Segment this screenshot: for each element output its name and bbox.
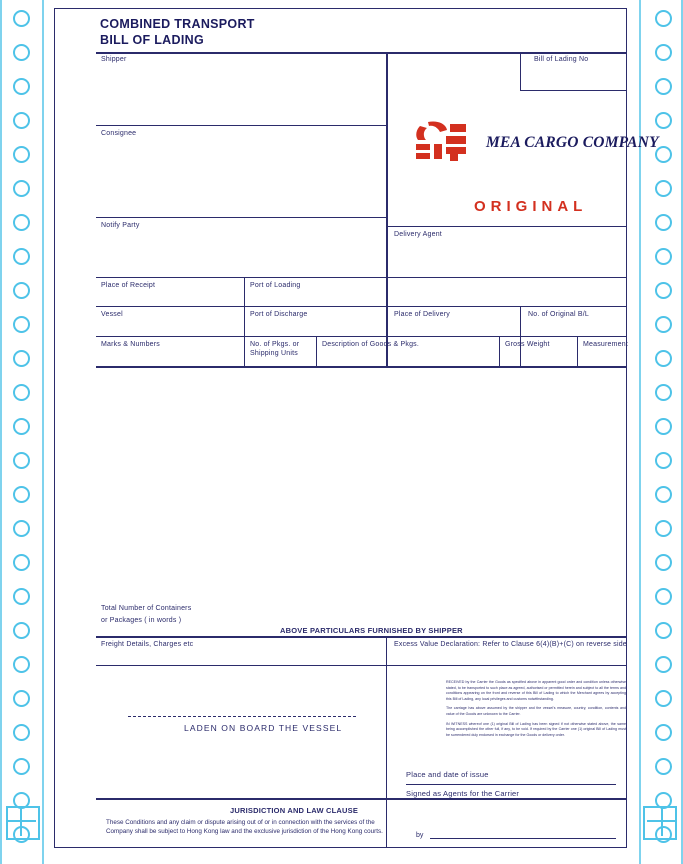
feed-hole [655, 418, 672, 435]
feed-edge-left-outer [0, 0, 2, 864]
feed-hole [13, 486, 30, 503]
rule-receipt-bottom [96, 306, 627, 307]
label-notify-party: Notify Party [101, 222, 140, 229]
label-no-of-original-bl: No. of Original B/L [528, 311, 589, 318]
label-marks-and-numbers: Marks & Numbers [101, 341, 161, 348]
laden-on-board-text: LADEN ON BOARD THE VESSEL [184, 723, 343, 733]
label-consignee: Consignee [101, 130, 137, 137]
bill-of-lading-sheet [44, 0, 659, 864]
rule-freight-top [96, 665, 627, 666]
feed-hole [13, 78, 30, 95]
laden-dashed-line [128, 716, 356, 717]
rule-col-pkgs [316, 336, 317, 366]
feed-hole [13, 418, 30, 435]
label-bill-of-lading-no: Bill of Lading No [534, 56, 589, 63]
feed-hole [13, 758, 30, 775]
feed-hole [13, 316, 30, 333]
label-total-containers-line1: Total Number of Containers [101, 605, 192, 612]
tractor-feed-right [639, 0, 683, 864]
label-measurement: Measurement [583, 341, 628, 348]
feed-hole [13, 282, 30, 299]
feed-hole [655, 384, 672, 401]
feed-hole [13, 180, 30, 197]
rule-col-discharge [386, 306, 387, 366]
carrier-clauses [446, 680, 626, 742]
feed-hole [655, 282, 672, 299]
rule-col-measurement [577, 336, 578, 366]
feed-hole [655, 486, 672, 503]
document-title-line1: COMBINED TRANSPORT [100, 17, 255, 31]
label-by: by [416, 832, 424, 839]
label-no-of-pkgs-line1: No. of Pkgs. or [250, 341, 300, 348]
rule-jurisdiction-top [96, 798, 627, 800]
rule-bl-no-left [520, 52, 521, 90]
label-delivery-agent: Delivery Agent [394, 231, 442, 238]
feed-hole [655, 452, 672, 469]
feed-hole [13, 384, 30, 401]
feed-hole [655, 588, 672, 605]
clause-witness: IN WITNESS whereof one (1) original Bill of Lading has been signed if not otherwise stated above, the same being accomplished the other full, if any, to be void. If required by the Carrier one (1) original Bill of Lading must be surrendered duly endorsed in exchange for the Goods or delivery order. [446, 721, 626, 737]
feed-hole [13, 588, 30, 605]
feed-hole [655, 44, 672, 61]
label-port-of-discharge: Port of Discharge [250, 311, 308, 318]
feed-hole [13, 724, 30, 741]
feed-hole [655, 724, 672, 741]
feed-hole [655, 180, 672, 197]
label-shipper: Shipper [101, 56, 127, 63]
feed-hole [655, 554, 672, 571]
feed-hole [13, 690, 30, 707]
feed-hole [655, 112, 672, 129]
rule-bl-no-bottom [520, 90, 627, 91]
feed-hole [655, 214, 672, 231]
feed-hole [13, 350, 30, 367]
feed-hole [13, 554, 30, 571]
feed-edge-right-inner [639, 0, 641, 864]
cargo-logo-icon [414, 120, 472, 164]
rule-col-original-bl [520, 306, 521, 366]
feed-hole [655, 350, 672, 367]
feed-hole [655, 78, 672, 95]
feed-hole [13, 214, 30, 231]
label-above-particulars: ABOVE PARTICULARS FURNISHED BY SHIPPER [280, 626, 463, 635]
rule-notify-bottom [96, 277, 627, 278]
feed-hole [655, 520, 672, 537]
registration-mark-left [6, 806, 40, 840]
label-excess-value-declaration: Excess Value Declaration: Refer to Clause 6(4)(B)+(C) on reverse side [394, 641, 627, 648]
jurisdiction-title: JURISDICTION AND LAW CLAUSE [230, 806, 359, 815]
feed-hole [13, 10, 30, 27]
rule-particulars-bottom [96, 636, 627, 638]
feed-hole [655, 690, 672, 707]
feed-hole [13, 622, 30, 639]
rule-bl-no-top [520, 52, 627, 53]
label-no-of-pkgs-line2: Shipping Units [250, 350, 298, 357]
rule-consignee-bottom [96, 217, 386, 218]
feed-hole [13, 656, 30, 673]
feed-hole [655, 656, 672, 673]
document-title-line2: BILL OF LADING [100, 33, 204, 47]
clause-receipt: RECEIVED by the Carrier the Goods as specified above in apparent good order and condition unless otherwise stated, to be transported to such place as agreed, authorised or permitted herein and subject to all the terms and conditions appearing on the front and reverse of this Bill of Lading to which the Merchant agrees by accepting this Bill of Lading, any local privileges and customs notwithstanding. [446, 680, 626, 701]
company-name: MEA CARGO COMPANY [486, 134, 659, 151]
label-freight-details: Freight Details, Charges etc [101, 641, 194, 648]
feed-hole [13, 44, 30, 61]
jurisdiction-body: These Conditions and any claim or dispute arising out of or in connection with the services of the Company shall be subject to Hong Kong law and the exclusive jurisdiction of the Hong Kong courts. [106, 819, 383, 835]
label-place-of-receipt: Place of Receipt [101, 282, 156, 289]
label-place-and-date: Place and date of issue [406, 770, 489, 779]
label-gross-weight: Gross Weight [505, 341, 550, 348]
label-place-of-delivery: Place of Delivery [394, 311, 450, 318]
feed-hole [13, 112, 30, 129]
rule-delivery-agent-top [386, 226, 627, 227]
feed-hole [13, 248, 30, 265]
feed-hole [655, 316, 672, 333]
tractor-feed-left [0, 0, 44, 864]
label-vessel: Vessel [101, 311, 123, 318]
feed-hole [655, 622, 672, 639]
document-title [100, 16, 255, 48]
feed-hole [655, 248, 672, 265]
rule-vessel-bottom [96, 336, 627, 337]
registration-mark-right [643, 806, 677, 840]
registration-mark-left-h [6, 820, 36, 822]
rule-col-receipt [244, 277, 245, 366]
registration-mark-right-h [647, 820, 677, 822]
rule-freight-split [386, 636, 387, 798]
copy-type-original: ORIGINAL [474, 198, 588, 215]
label-total-containers-line2: or Packages ( in words ) [101, 617, 182, 624]
label-signed-as-agents: Signed as Agents for the Carrier [406, 789, 520, 798]
feed-hole [655, 758, 672, 775]
feed-hole [13, 452, 30, 469]
by-signature-line [430, 838, 616, 839]
feed-hole [13, 146, 30, 163]
label-port-of-loading: Port of Loading [250, 282, 301, 289]
label-description-of-goods: Description of Goods & Pkgs. [322, 341, 420, 348]
rule-marks-bottom [96, 366, 627, 368]
feed-hole [13, 520, 30, 537]
rule-shipper-bottom [96, 125, 386, 126]
rule-col-grossweight [499, 336, 500, 366]
feed-hole [655, 10, 672, 27]
clause-surrender: The carriage has above assumed by the shipper and the vessel's measure, country, condition, contents and value of the Goods are unknown to the Carrier. [446, 706, 626, 716]
place-date-signature-line [406, 784, 616, 785]
